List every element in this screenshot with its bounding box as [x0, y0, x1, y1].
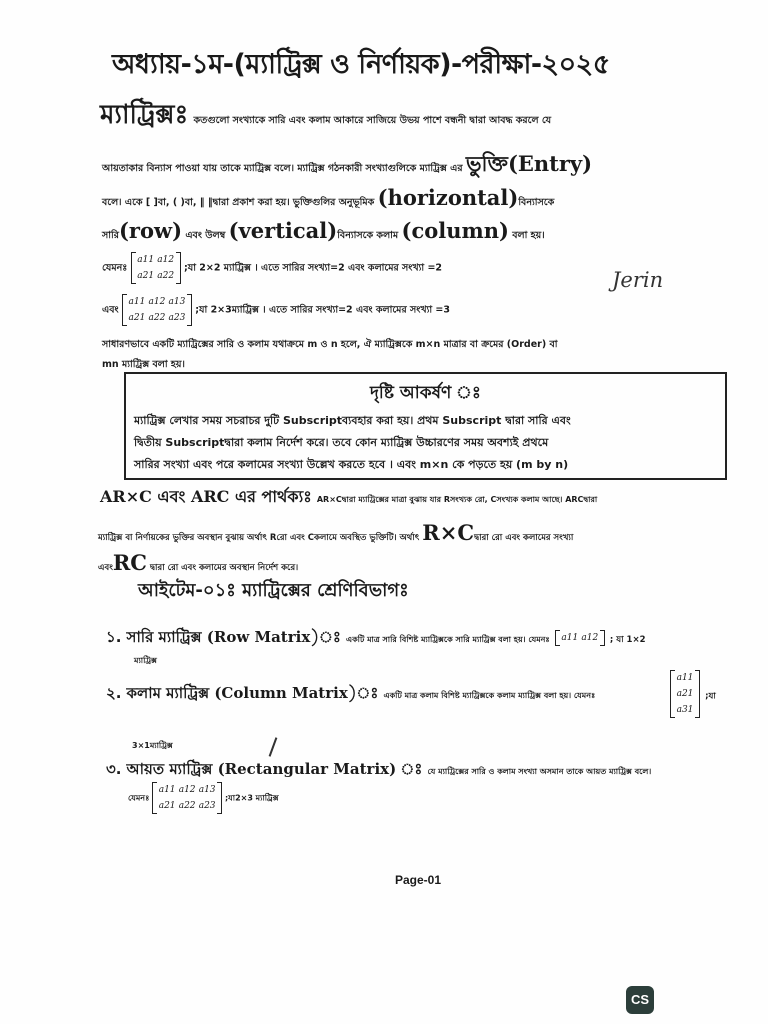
item-column-matrix	[106, 682, 595, 707]
camscanner-logo-icon: CS	[626, 986, 654, 1014]
entry-term: ভুক্তি(Entry)	[465, 151, 593, 176]
column-matrix-wrap	[670, 670, 716, 718]
item-name: সারি ম্যাট্রিক্স (Row Matrix)ঃ	[126, 628, 341, 646]
vertical-term: (vertical)	[228, 218, 338, 243]
matrix-entry: a23	[198, 801, 216, 811]
definition-line-3	[102, 185, 554, 211]
definition-text: এবং উলম্ব	[185, 230, 226, 241]
matrix-entry: a12	[148, 297, 166, 307]
definition-line-1	[100, 94, 551, 138]
order-line-1: সাধারণভাবে একটি ম্যাট্রিক্সের সারি ও কলাম যথাক্রমে m ও n হলে, ঐ ম্যাট্রিক্সকে m×n মাত্রার বা ক্রমের (Order) বা	[102, 339, 558, 350]
difference-text: এবং	[98, 563, 113, 573]
item-rectangular-matrix	[106, 758, 651, 783]
matrix-entry: a12	[157, 255, 175, 265]
matrix-entry: a21	[137, 271, 155, 281]
matrix-entry: a11	[128, 297, 146, 307]
matrix-entry: a12	[178, 785, 196, 795]
column-term: (column)	[401, 218, 509, 243]
matrix-2x3	[122, 294, 192, 326]
item-heading: আইটেম-০১ঃ ম্যাট্রিক্সের শ্রেণিবিভাগঃ	[138, 580, 409, 601]
row-term: (row)	[118, 218, 183, 243]
attention-box	[124, 372, 727, 480]
matrix-entry: a11	[561, 632, 579, 643]
item-name: আয়ত ম্যাট্রিক্স (Rectangular Matrix) ঃ	[126, 760, 423, 778]
example-2x3	[102, 294, 450, 326]
item-row-matrix	[106, 626, 646, 651]
difference-text: ম্যাট্রিক্স বা নির্ণায়কের ভুক্তির অবস্থান বুঝায় অর্থাৎ Rরো এবং Cকলামে অবস্থিত ভুক্তিটি। অর্থাৎ	[98, 533, 420, 543]
matrix-entry: a23	[168, 313, 186, 323]
definition-text: সারি	[102, 230, 119, 241]
example-text: ;যা 2×3ম্যাট্রিক্স । এতে সারির সংখ্যা=2 এবং কলামের সংখ্যা =3	[195, 304, 450, 316]
pen-mark	[269, 737, 278, 756]
matrix-entry: a22	[178, 801, 196, 811]
example-2x2	[102, 252, 442, 284]
matrix-2x2	[131, 252, 181, 284]
difference-text: দ্বারা রো এবং কলামের সংখ্যা	[474, 533, 574, 543]
matrix-entry: a22	[157, 271, 175, 281]
definition-term: ম্যাট্রিক্সঃ	[100, 100, 189, 130]
handwritten-signature: Jerin	[612, 268, 664, 292]
definition-text: আয়তাকার বিন্যাস পাওয়া যায় তাকে ম্যাট্রিক্স বলে। ম্যাট্রিক্স গঠনকারী সংখ্যাগুলিকে ম্যাট্রিক্স এর	[102, 163, 463, 174]
item-number: ৩.	[106, 760, 122, 778]
item-desc: একটি মাত্র কলাম বিশিষ্ট ম্যাট্রিক্সকে কলাম ম্যাট্রিক্স বলা হয়। যেমনঃ	[383, 691, 596, 700]
attention-line: সারির সংখ্যা এবং পরে কলামের সংখ্যা উল্লেখ করতে হবে । এবং m×n কে পড়তে হয় (m by n)	[134, 458, 569, 471]
definition-text: বিন্যাসকে	[518, 197, 555, 208]
attention-title: দৃষ্টি আকর্ষণ ঃ	[370, 383, 481, 403]
order-line-2: mn ম্যাট্রিক্স বলা হয়।	[102, 359, 185, 370]
item-wrap: 3×1ম্যাট্রিক্স	[132, 741, 173, 750]
difference-line-2	[98, 520, 573, 545]
difference-text: দ্বারা রো এবং কলামের অবস্থান নির্দেশ করে।	[150, 563, 299, 573]
matrix-entry: a11	[676, 673, 694, 683]
definition-text: বিন্যাসকে কলাম	[337, 230, 399, 241]
attention-line: দ্বিতীয় Subscriptদ্বারা কলাম নির্দেশ করে। তবে কোন ম্যাট্রিক্স উচ্চারণের সময় অবশ্যই প্রথমে	[134, 436, 549, 449]
difference-text: AR×Cদ্বারা ম্যাট্রিক্সের মাত্রা বুঝায় যার Rসংখ্যক রো, Cসংখ্যক কলাম আছে। ARCদ্বারা	[316, 495, 598, 504]
matrix-entry: a31	[676, 705, 694, 715]
matrix-entry: a21	[676, 689, 694, 699]
example-label: এবং	[102, 304, 119, 316]
difference-line-1	[100, 484, 597, 511]
attention-line: ম্যাট্রিক্স লেখার সময় সচরাচর দুটি Subscriptব্যবহার করা হয়। প্রথম Subscript দ্বারা সারি এবং	[134, 414, 571, 427]
page-title: অধ্যায়-১ম-(ম্যাট্রিক্স ও নির্ণায়ক)-পরীক্ষা-২০২৫	[112, 49, 610, 80]
matrix-entry: a21	[128, 313, 146, 323]
row-matrix	[555, 630, 605, 646]
example-text: ;যা 2×2 ম্যাট্রিক্স । এতে সারির সংখ্যা=2 এবং কলামের সংখ্যা =2	[183, 262, 443, 274]
column-matrix	[670, 670, 700, 718]
example-label: যেমনঃ	[102, 262, 128, 274]
item-post: ; যা 1×2	[609, 635, 646, 645]
page-number: Page-01	[395, 873, 442, 887]
rxc-term: R×C	[422, 520, 475, 545]
item-name: কলাম ম্যাট্রিক্স (Column Matrix)ঃ	[126, 684, 379, 702]
horizontal-term: (horizontal)	[377, 185, 519, 210]
matrix-entry: a22	[148, 313, 166, 323]
item-desc: একটি মাত্র সারি বিশিষ্ট ম্যাট্রিক্সকে সারি ম্যাট্রিক্স বলা হয়। যেমনঃ	[345, 635, 550, 644]
rc-term: RC	[112, 550, 148, 575]
matrix-entry: a21	[158, 801, 176, 811]
item-number: ১.	[106, 628, 122, 646]
matrix-entry: a11	[137, 255, 155, 265]
matrix-entry: a11	[158, 785, 176, 795]
rectangular-matrix	[152, 782, 222, 814]
definition-line-4	[102, 218, 545, 244]
example-label: যেমনঃ	[128, 793, 150, 803]
definition-line-2	[102, 148, 592, 183]
definition-text: বলে। একে [ ]বা, ( )বা, ‖ ‖দ্বারা প্রকাশ করা হয়। ভুক্তিগুলির অনুভূমিক	[102, 197, 375, 208]
matrix-entry: a13	[198, 785, 216, 795]
matrix-entry: a12	[581, 632, 599, 643]
item-desc: যে ম্যাট্রিক্সের সারি ও কলাম সংখ্যা অসমান তাকে আয়ত ম্যাট্রিক্স বলে।	[427, 767, 652, 776]
item-wrap: ম্যাট্রিক্স	[134, 656, 157, 665]
difference-heading: AR×C এবং ARC এর পার্থক্যঃ	[100, 487, 312, 506]
item-number: ২.	[106, 684, 122, 702]
item-post: ;যা2×3 ম্যাট্রিক্স	[224, 793, 279, 803]
definition-text: কতগুলো সংখ্যাকে সারি এবং কলাম আকারে সাজিয়ে উভয় পাশে বন্ধনী দ্বারা আবদ্ধ করলে যে	[193, 115, 552, 126]
item-rect-example	[128, 782, 279, 814]
matrix-entry: a13	[168, 297, 186, 307]
definition-text: বলা হয়।	[512, 230, 545, 241]
difference-line-3	[98, 550, 298, 575]
item-post: ;যা	[705, 691, 716, 702]
